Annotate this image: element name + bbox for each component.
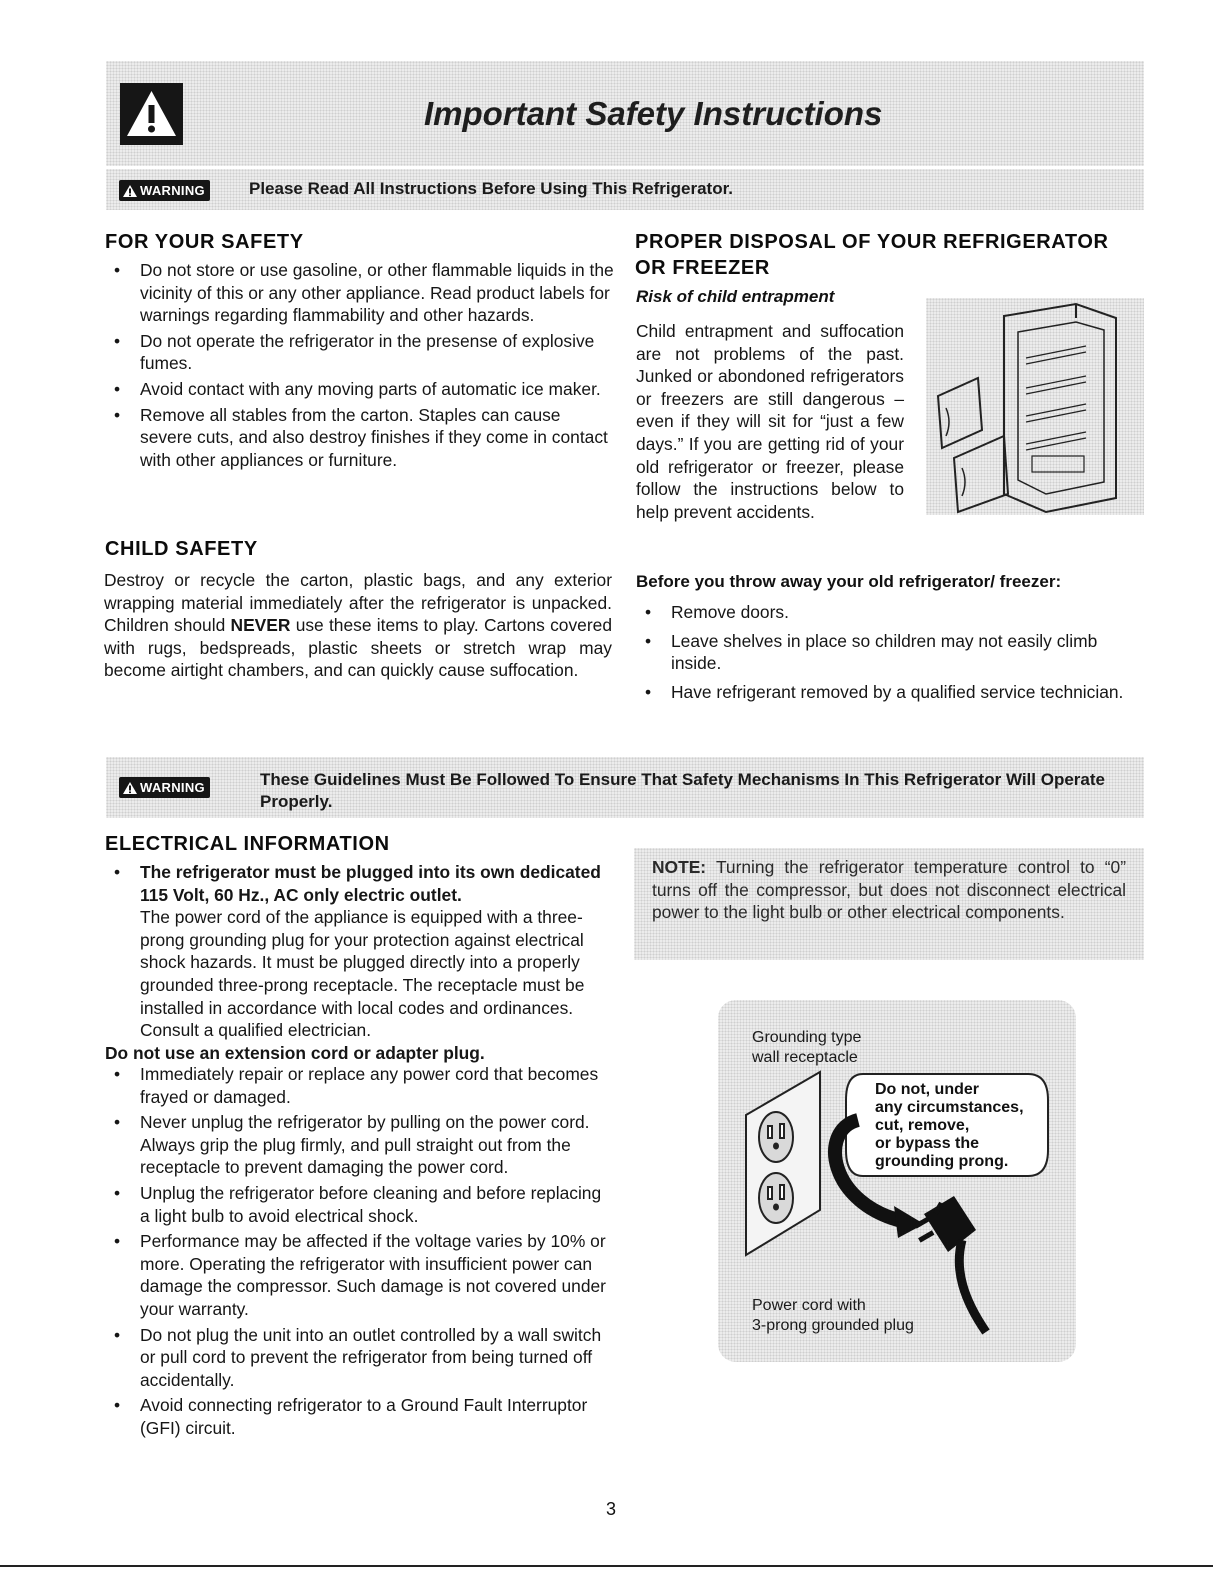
safety-list: [105, 259, 615, 474]
receptacle-label-2: wall receptacle: [752, 1049, 858, 1066]
note-box: [634, 848, 1144, 960]
section-title-electrical-information: ELECTRICAL INFORMATION: [105, 833, 390, 855]
callout-line: or bypass the: [875, 1135, 980, 1152]
section-title-child-safety: CHILD SAFETY: [105, 538, 258, 560]
header-banner: [106, 61, 1144, 166]
child-safety-text-1: Destroy or recycle the carton, plastic bags, and any exterior wrapping material immediately after the refrigerator is unpacked. Children should: [104, 570, 612, 636]
warning-bar-read-instructions: [106, 169, 1144, 210]
cord-label-2: 3-prong grounded plug: [752, 1317, 914, 1334]
alert-triangle-icon: [122, 781, 138, 795]
electrical-lead-text: The power cord of the appliance is equipped with a three-prong grounding plug for your protection against electrical shock hazards. It must be plugged directly into a properly grounded three-prong receptacle. The receptacle must be installed in accordance with local codes and ordinances. Consult a qualified electrician.: [140, 907, 585, 1041]
page-title: Important Safety Instructions: [424, 95, 883, 132]
section-title-for-your-safety: FOR YOUR SAFETY: [105, 231, 304, 253]
list-item: • Avoid contact with any moving parts of automatic ice maker.: [105, 378, 615, 401]
before-throw-away-heading: Before you throw away your old refrigerator/ freezer:: [636, 572, 1062, 591]
callout-line: grounding prong.: [875, 1153, 1009, 1170]
alert-triangle-icon: [122, 184, 138, 198]
bottom-rule: [0, 1565, 1213, 1567]
callout-line: cut, remove,: [875, 1117, 970, 1134]
receptacle-label-1: Grounding type: [752, 1029, 862, 1046]
cord-label-1: Power cord with: [752, 1297, 866, 1314]
warning-bar-guidelines: [106, 757, 1144, 818]
refrigerator-illustration: [926, 298, 1144, 515]
electrical-list: [105, 1063, 615, 1443]
list-item: • Avoid connecting refrigerator to a Ground Fault Interruptor (GFI) circuit.: [105, 1394, 615, 1439]
child-safety-paragraph: [104, 569, 612, 682]
list-item: • Do not operate the refrigerator in the presense of explosive fumes.: [105, 330, 615, 375]
electrical-lead-bold: The refrigerator must be plugged into its own dedicated 115 Volt, 60 Hz., AC only electric outlet.: [140, 862, 601, 905]
list-item: • Remove all stables from the carton. Staples can cause severe cuts, and also destroy finishes if they come in contact with other appliances or furniture.: [105, 404, 615, 472]
section-title-proper-disposal: PROPER DISPOSAL OF YOUR REFRIGERATOR OR FREEZER: [635, 231, 1109, 279]
callout-line: Do not, under: [875, 1081, 979, 1098]
bullet: •: [114, 862, 121, 882]
child-safety-text-2: use these items to play. Cartons covered with rugs, bedspreads, plastic sheets or stretch wrap may become airtight chambers, and can quickly cause suffocation.: [104, 615, 612, 681]
list-item: • Never unplug the refrigerator by pulling on the power cord. Always grip the plug firmly, and pull straight out from the receptacle to prevent damaging the power cord.: [105, 1111, 615, 1179]
disposal-paragraph: Child entrapment and suffocation are not problems of the past. Junked or abondoned refrigerators or freezers are still dangerous – even if they will sit for “just a few days.” If you are getting rid of your old refrigerator or freezer, please follow the instructions below to help prevent accidents.: [636, 321, 904, 522]
note-text: [652, 856, 1126, 924]
warning-badge: [119, 777, 210, 798]
three-prong-plug-icon: [914, 1196, 986, 1332]
callout-line: any circumstances,: [875, 1099, 1024, 1116]
wall-receptacle-icon: [746, 1072, 820, 1255]
list-item: • Leave shelves in place so children may not easily climb inside.: [636, 630, 1148, 675]
disposal-subtitle: Risk of child entrapment: [636, 287, 835, 306]
list-item: • Unplug the refrigerator before cleaning and before replacing a light bulb to avoid electrical shock.: [105, 1182, 615, 1227]
note-label: NOTE:: [652, 857, 707, 877]
never-emphasis: NEVER: [230, 615, 291, 636]
electrical-lead-item: [105, 861, 615, 1042]
list-item: • Have refrigerant removed by a qualified service technician.: [636, 681, 1148, 704]
disposal-list: [636, 601, 1148, 706]
warning-badge: [119, 180, 210, 201]
grounding-plug-figure: [718, 1000, 1076, 1362]
warning-text: These Guidelines Must Be Followed To Ensure That Safety Mechanisms In This Refrigerator Will Operate Properly.: [260, 770, 1105, 811]
list-item: • Do not plug the unit into an outlet controlled by a wall switch or pull cord to prevent the refrigerator from being turned off accidentally.: [105, 1324, 615, 1392]
list-item: • Immediately repair or replace any power cord that becomes frayed or damaged.: [105, 1063, 615, 1108]
page-number: 3: [606, 1499, 617, 1519]
list-item: • Performance may be affected if the voltage varies by 10% or more. Operating the refrigerator with insufficient power can damage the compressor. Such damage is not covered under your warranty.: [105, 1230, 615, 1320]
warning-badge-label: WARNING: [140, 183, 205, 198]
list-item: • Do not store or use gasoline, or other flammable liquids in the vicinity of this or any other appliance. Read product labels for warnings regarding flammability and other hazards.: [105, 259, 615, 327]
warning-triangle-icon: [120, 83, 183, 145]
electrical-lead: [105, 861, 615, 1064]
warning-badge-label: WARNING: [140, 780, 205, 795]
note-body: Turning the refrigerator temperature control to “0” turns off the compressor, but does not disconnect electrical power to the light bulb or other electrical components.: [652, 857, 1126, 923]
no-extension-cord-warning: Do not use an extension cord or adapter plug.: [105, 1042, 485, 1063]
list-item: • Remove doors.: [636, 601, 1148, 624]
warning-text: Please Read All Instructions Before Using This Refrigerator.: [249, 179, 733, 198]
